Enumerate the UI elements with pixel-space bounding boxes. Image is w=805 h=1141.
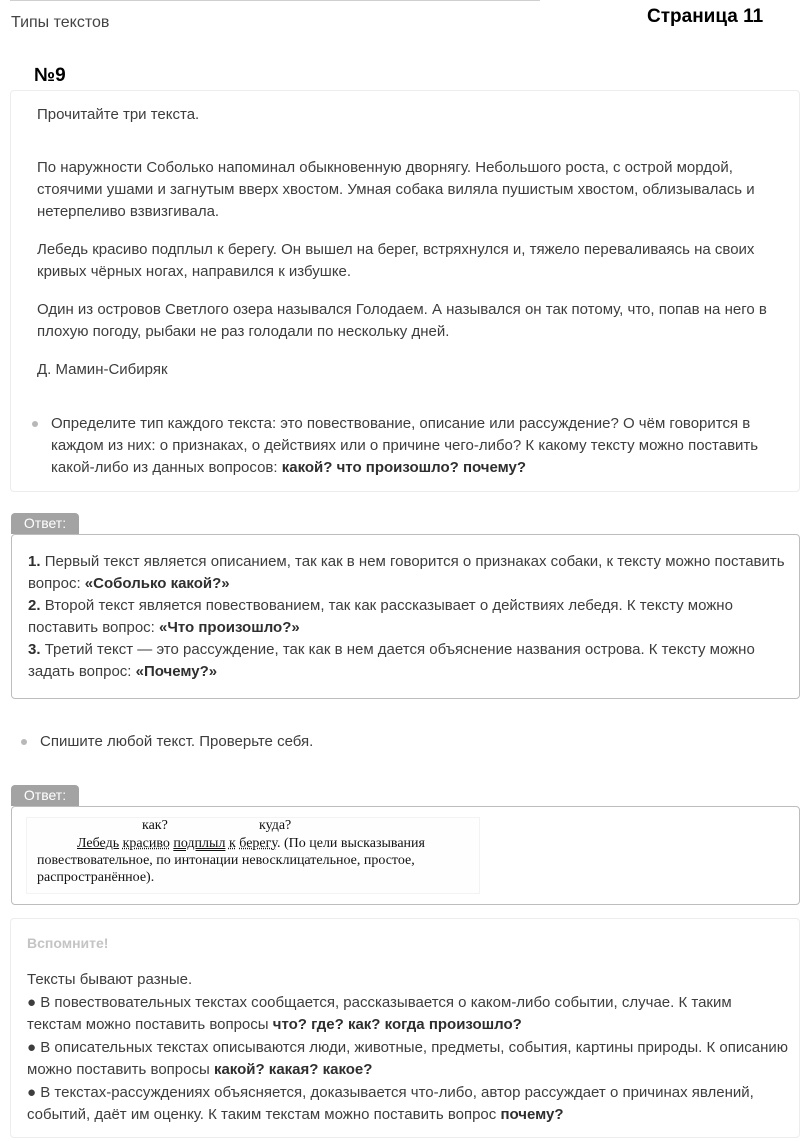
text-1: По наружности Соболько напоминал обыкновенную дворнягу. Небольшого роста, с острой мордой, стоячими ушами и загнутым вверх хвостом. Умная собака виляла пушистым хвостом, облизывалась и нетерпеливо взвизгивала. (37, 159, 755, 220)
task-instruction: Прочитайте три текста. (37, 106, 200, 123)
remember-item: ● В описательных текстах описываются люди, животные, предметы, события, картины природы. К описанию можно поставить вопросы (27, 1038, 789, 1078)
predicate-word: подплыл (173, 836, 226, 851)
remember-title: Вспомните! (27, 935, 109, 951)
answer-box-1 (11, 534, 800, 699)
question-text: Определите тип каждого текста: это повествование, описание или рассуждение? О чём говорится в каждом из них: о признаках, о действиях или о причине чего-либо? К какому тексту можно поставить какой-либо из данных вопросов: (51, 415, 759, 476)
answer-number: 2. (28, 597, 41, 614)
answer-tab: Ответ: (11, 785, 79, 806)
question-keywords: какой? что произошло? почему? (281, 459, 527, 476)
remember-questions: что? где? как? когда произошло? (272, 1016, 522, 1033)
answer-number: 1. (28, 553, 41, 570)
question-above-word: как? (142, 818, 168, 833)
answer-text: Первый текст является описанием, так как в нем говорится о признаках собаки, к тексту можно поставить вопрос: (28, 553, 785, 592)
remember-card (10, 918, 800, 1138)
sentence-rest: . (По цели высказывания (276, 836, 425, 851)
text-2: Лебедь красиво подплыл к берегу. Он вышел на берег, встряхнулся и, тяжело переваливаясь на своих кривых чёрных ногах, направился к избушке. (37, 241, 755, 280)
answer-scan-image (26, 817, 480, 894)
bullet-icon (21, 739, 27, 745)
remember-item: ● В текстах-рассуждениях объясняется, доказывается что-либо, автор рассуждает о причинах явлений, событий, даёт им оценку. К таким текстам можно поставить вопрос (27, 1083, 754, 1123)
text-3: Один из островов Светлого озера назывался Голодаем. А назывался он так потому, что, попав на него в плохую погоду, рыбаки не раз голодали по нескольку дней. (37, 301, 767, 340)
task-question-2: Спишите любой текст. Проверьте себя. (40, 733, 314, 750)
task-number: №9 (34, 65, 66, 86)
answer-text: Третий текст — это рассуждение, так как в нем дается объяснение названия острова. К тексту можно задать вопрос: (28, 641, 755, 680)
circumstance-word: к (228, 836, 236, 851)
answer-box-2 (11, 806, 800, 905)
question-above-word: куда? (259, 818, 292, 833)
subject-word: Лебедь (77, 836, 120, 851)
remember-questions: почему? (500, 1106, 564, 1123)
remember-body (27, 969, 789, 1127)
circumstance-word: красиво (122, 836, 170, 851)
remember-questions: какой? какая? какое? (213, 1061, 373, 1078)
answer-question: «Почему?» (135, 663, 218, 680)
text-author: Д. Мамин-Сибиряк (37, 361, 168, 378)
circumstance-word: берегу (239, 836, 277, 851)
top-divider (10, 0, 540, 1)
task-question-1 (51, 413, 799, 479)
answer-question: «Соболько какой?» (84, 575, 230, 592)
remember-item: ● В повествовательных текстах сообщается, рассказывается о каком-либо событии, случае. К таким текстам можно поставить вопросы (27, 993, 732, 1033)
answer-number: 3. (28, 641, 41, 658)
answer-question: «Что произошло?» (159, 619, 300, 636)
task-card (10, 90, 800, 492)
page-number-label: Страница 11 (647, 6, 764, 27)
sentence-analysis: повествовательное, по интонации невосклицательное, простое, (37, 853, 415, 868)
parsed-sentence (77, 836, 425, 852)
answer-text: Второй текст является повествованием, так как рассказывает о действиях лебедя. К тексту можно поставить вопрос: (28, 597, 733, 636)
bullet-icon (32, 421, 38, 427)
section-title: Типы текстов (11, 14, 110, 31)
remember-intro: Тексты бывают разные. (27, 971, 193, 988)
answer-list (28, 551, 788, 683)
sentence-analysis: распространённое). (37, 870, 155, 885)
answer-tab: Ответ: (11, 513, 79, 534)
